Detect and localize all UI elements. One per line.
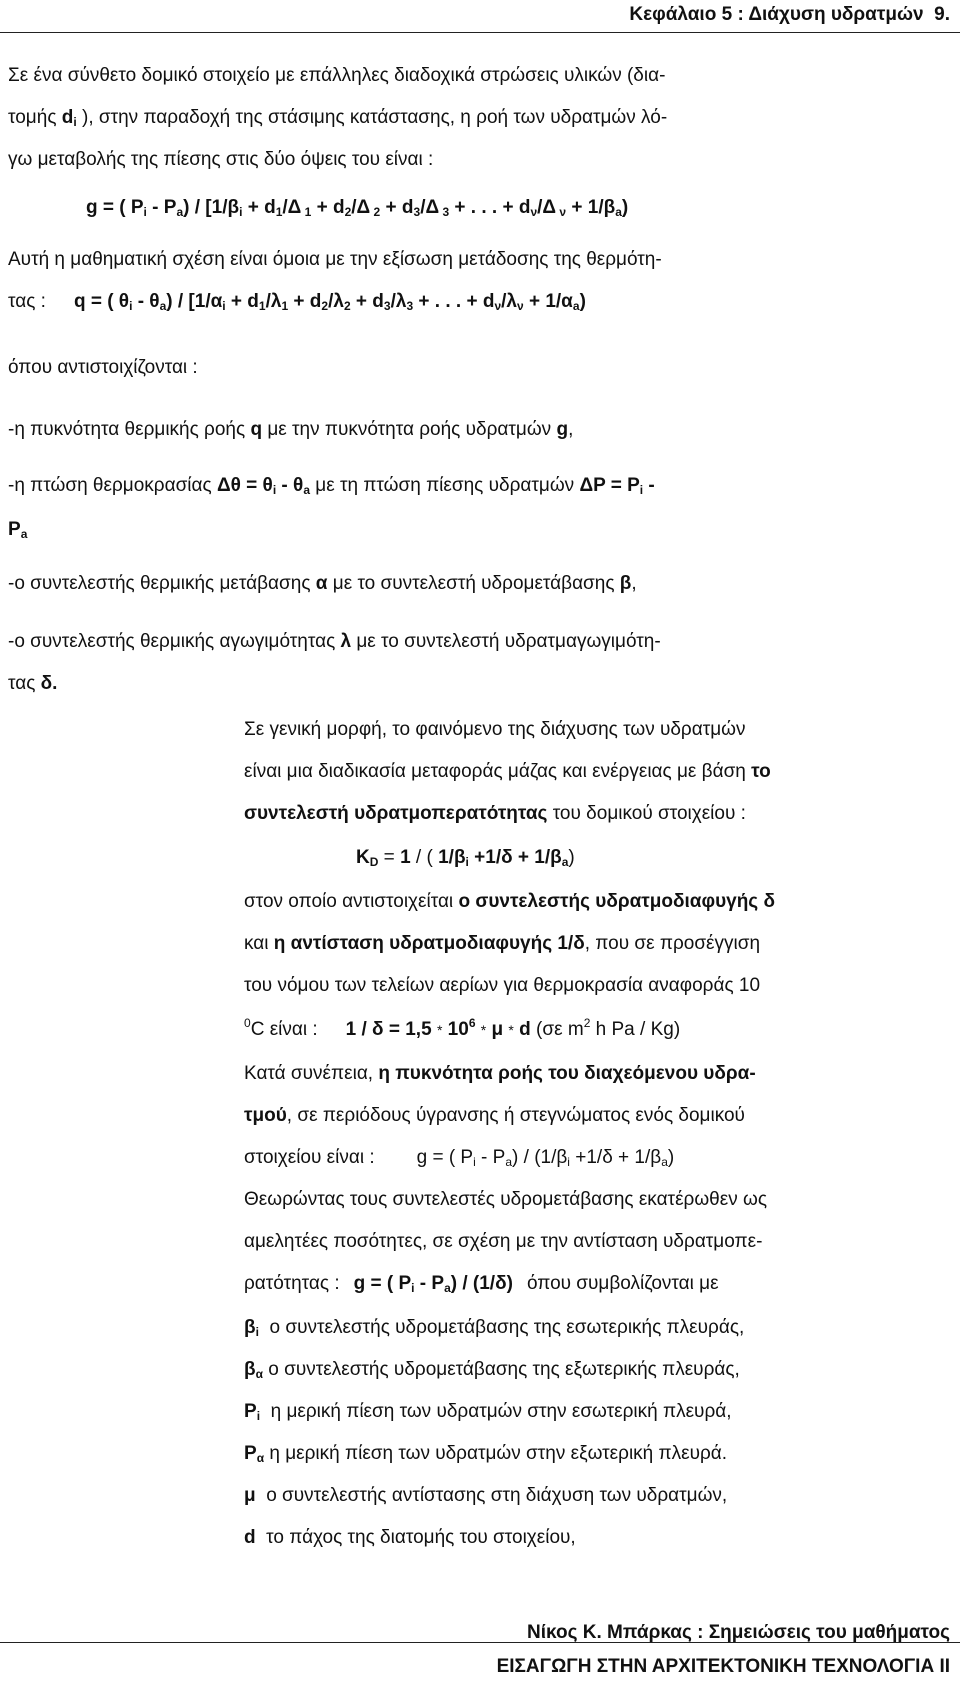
general-line-1: Σε γενική μορφή, το φαινόμενο της διάχυσης των υδρατμών: [244, 719, 746, 740]
formula-kd: $K_D = 1$ / ( $1/\beta_i +1/\delta + 1/\beta_a$): [356, 847, 575, 869]
general-line-6: και η αντίσταση υδρατμοδιαφυγής 1/δ, που σε προσέγγιση: [244, 933, 761, 954]
symbol-beta-a: $\beta_\alpha$ ο συντελεστής υδρομετάβασης της εξωτερικής πλευράς,: [244, 1359, 740, 1381]
symbol-p-a: $P_\alpha$ η μερική πίεση των υδρατμών στην εξωτερική πλευρά.: [244, 1443, 728, 1465]
chapter-title: Κεφάλαιο 5 : Διάχυση υδρατμών: [629, 4, 924, 25]
intro-line-2: τομής $d_i$ ), στην παραδοχή της στάσιμης κατάστασης, η ροή των υδρατμών λό-: [8, 107, 668, 129]
footer-course: ΕΙΣΑΓΩΓΗ ΣΤΗΝ ΑΡΧΙΤΕΚΤΟΝΙΚΗ ΤΕΧΝΟΛΟΓΙΑ ΙΙ: [496, 1656, 950, 1677]
correspond-text: όπου αντιστοιχίζονται :: [8, 357, 198, 378]
general-line-13: αμελητέες ποσότητες, σε σχέση με την αντίσταση υδρατμοπε-: [244, 1231, 763, 1252]
general-line-8: $^0$C είναι : $1 / \delta = 1,5 * 10^6 * \mu * d$ (σε $m^2$ h Pa / Kg): [244, 1016, 681, 1040]
item-4-cont: τας δ.: [8, 673, 58, 694]
formula-g-simple: g = ( $P_i - P_a) / (1/\beta_i +1/\delta + 1/\beta_a)$: [416, 1147, 675, 1169]
header-rule: [0, 32, 960, 33]
page-number: 9.: [934, 4, 950, 25]
general-line-2: είναι μια διαδικασία μεταφοράς μάζας και ενέργειας με βάση το: [244, 761, 771, 782]
general-line-7: του νόμου των τελείων αερίων για θερμοκρασία αναφοράς 10: [244, 975, 761, 996]
similar-line-2: τας : q = ( $\theta_i - \theta_a) / [1/\alpha_i + d_1/\lambda_1 + d_2/\lambda_2 + d_3/\lambda_3$ + . . . + $d_\nu/\lambda_\nu + 1/\alpha_a$): [8, 291, 586, 313]
item-3: -ο συντελεστής θερμικής μετάβασης α με το συντελεστή υδρομετάβασης β,: [8, 573, 637, 594]
general-line-12: Θεωρώντας τους συντελεστές υδρομετάβασης εκατέρωθεν ως: [244, 1189, 767, 1210]
formula-q: q = ( $\theta_i - \theta_a) / [1/\alpha_i + d_1/\lambda_1 + d_2/\lambda_2 + d_3/\lambda_3$ + . . . + $d_\nu/\lambda_\nu + 1/\alpha_a$): [73, 291, 586, 313]
item-4: -ο συντελεστής θερμικής αγωγιμότητας λ με το συντελεστή υδρατμαγωγιμότη-: [8, 631, 661, 652]
symbol-beta-i: $\beta_i$ ο συντελεστής υδρομετάβασης της εσωτερικής πλευράς,: [244, 1317, 745, 1339]
formula-g-delta: g = ( $P_i - P_a) / (1/\delta)$: [353, 1273, 513, 1295]
general-line-9: Κατά συνέπεια, η πυκνότητα ροής του διαχεόμενου υδρα-: [244, 1063, 756, 1084]
intro-line-3: γω μεταβολής της πίεσης στις δύο όψεις του είναι :: [8, 149, 434, 170]
item-1: -η πυκνότητα θερμικής ροής q με την πυκνότητα ροής υδρατμών g,: [8, 419, 574, 440]
general-line-11: στοιχείου είναι : g = ( $P_i - P_a) / (1/\beta_i +1/\delta + 1/\beta_a)$: [244, 1147, 675, 1169]
general-line-3: συντελεστή υδρατμοπερατότητας του δομικού στοιχείου :: [244, 803, 746, 824]
symbol-d: d το πάχος της διατομής του στοιχείου,: [244, 1527, 576, 1548]
similar-line-1: Αυτή η μαθηματική σχέση είναι όμοια με την εξίσωση μετάδοσης της θερμότη-: [8, 249, 662, 270]
item-2-cont: $P_a$: [8, 519, 28, 541]
item-2: -η πτώση θερμοκρασίας $\Delta\theta = \theta_i - \theta_a$ με τη πτώση πίεσης υδρατμών $\Delta P = P_i$ -: [8, 475, 655, 497]
symbol-p-i: $P_i$ η μερική πίεση των υδρατμών στην εσωτερική πλευρά,: [244, 1401, 732, 1423]
general-line-10: τμού, σε περιόδους ύγρανσης ή στεγνώματος ενός δομικού: [244, 1105, 745, 1126]
page-header: [629, 4, 950, 26]
general-line-5: στον οποίο αντιστοιχείται ο συντελεστής υδρατμοδιαφυγής δ: [244, 891, 775, 912]
intro-line-1: Σε ένα σύνθετο δομικό στοιχείο με επάλληλες διαδοχικά στρώσεις υλικών (δια-: [8, 65, 666, 86]
symbol-mu: μ ο συντελεστής αντίστασης στη διάχυση των υδρατμών,: [244, 1485, 728, 1506]
formula-g: g = ( $P_i - P_a) / [1/\beta_i + d_1/\Delta$ $_1 + d_2/\Delta$ $_2 + d_3/\Delta$ $_3$ + . . . + $d_\nu/\Delta$ $_\nu + 1/\beta_a$): [86, 197, 629, 219]
footer-author: Νίκος Κ. Μπάρκας : Σημειώσεις του μαθήματος: [527, 1622, 950, 1643]
general-line-14: ρατότητας : g = ( $P_i - P_a) / (1/\delta)$ όπου συμβολίζονται με: [244, 1273, 719, 1295]
